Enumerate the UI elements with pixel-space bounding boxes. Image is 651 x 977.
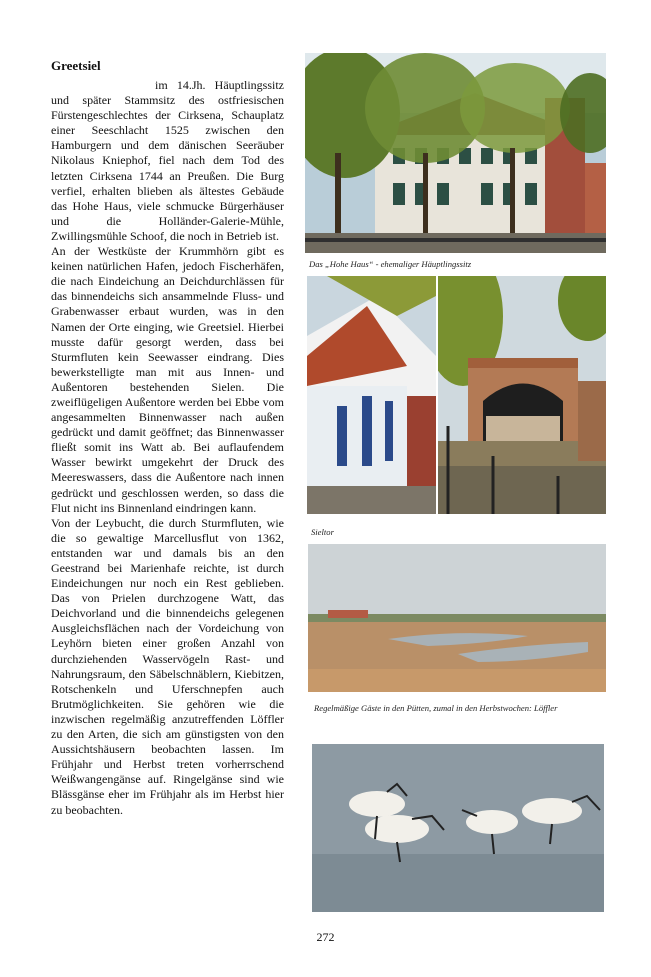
caption-hohe-haus: Das „Hohe Haus“ - ehemaliger Häuptlingssitz [309, 259, 472, 269]
page-number: 272 [316, 930, 335, 944]
hohe-haus-illustration [305, 53, 606, 253]
spoonbills-illustration [312, 744, 604, 912]
photo-sieltor-houses [307, 276, 436, 514]
houses-illustration [307, 276, 436, 514]
caption-sieltor: Sieltor [311, 527, 334, 537]
photo-leybucht [308, 544, 606, 692]
sieltor-illustration [438, 276, 606, 514]
photo-hohe-haus [305, 53, 606, 253]
photo-sieltor-gate [438, 276, 606, 514]
paragraph-history: im 14.Jh. Häuptlingssitz und später Stammsitz des ostfriesischen Fürstengeschlechtes der Cirksena, Schauplatz einer Seeschlacht 1525 zwischen den Hamburgern und dem dänischen Seeräuber Nikolaus Kniephof, fiel nach dem Tod des letzten Cirksena 1744 an Preußen. Die Burg verfiel, erhalten blieben als ältestes Gebäude das Hohe Haus, viele schmucke Bürgerhäuser und die Holländer-Galerie-Mühle, Zwillingsmühle Schoof, die noch in Betrieb ist. [51, 78, 284, 243]
photo-loeffler [312, 744, 604, 912]
paragraph-siel: An der Westküste der Krummhörn gibt es keinen natürlichen Hafen, jedoch Fischerhäfen, die nach Eindeichung an Deichdurchlässen für das binnendeichs sich ansammelnde Fluss- und Grabenwasser erbaut wurden, was in den Namen der Orte einging, wie Greetsiel. Hierbei musste dafür gesorgt werden, dass bei Sturmfluten kein Seewasser eindrang. Dies bewerkstelligte man mit aus Innen- und Außentoren bestehenden Sielen. Die zweiflügeligen Außentore werden bei Ebbe vom angesammelten Binnenwasser nach außen gedrückt und damit geöffnet; das Binnenwasser fließt somit ins Watt ab. Bei auflaufendem Wasser bewirkt umgekehrt der Druck des Meereswassers, dass die Außentore nach innen gedrückt und geschlossen werden, so dass die Flut nicht ins Binnenland eindringen kann. [51, 244, 284, 515]
caption-loeffler: Regelmäßige Gäste in den Pütten, zumal in den Herbstwochen: Löffler [314, 703, 558, 713]
page-heading: Greetsiel [51, 58, 101, 73]
landscape-illustration [308, 544, 606, 692]
paragraph-leybucht: Von der Leybucht, die durch Sturmfluten, wie die so gewaltige Marcellusflut von 1362, entstanden war und damals bis an den Geestrand bei Marienhafe reichte, ist durch Eindeichungen nur noch ein Rest geblieben. Das von Prielen durchzogene Watt, das Deichvorland und die binnendeichs gelegenen Ausgleichsflächen nach der Vordeichung von Leyhörn bieten einer großen Anzahl von durchziehenden Wasservögeln Rast- und Nahrungsraum, den Säbelschnäblern, Kiebitzen, Rotschenkeln und Uferschnepfen auch Brutmöglichkeiten. Sie gehören wie die inzwischen regelmäßig anzutreffenden Löffler zu den Arten, die sich am günstigsten von den Aussichtshäusern beobachten lassen. Im Frühjahr und Herbst treten vorherrschend Weißwangengänse auf. Ringelgänse sind wie Blässgänse eher im Frühjahr als im Herbst hier zu beobachten. [51, 515, 284, 817]
article-body [51, 78, 284, 818]
